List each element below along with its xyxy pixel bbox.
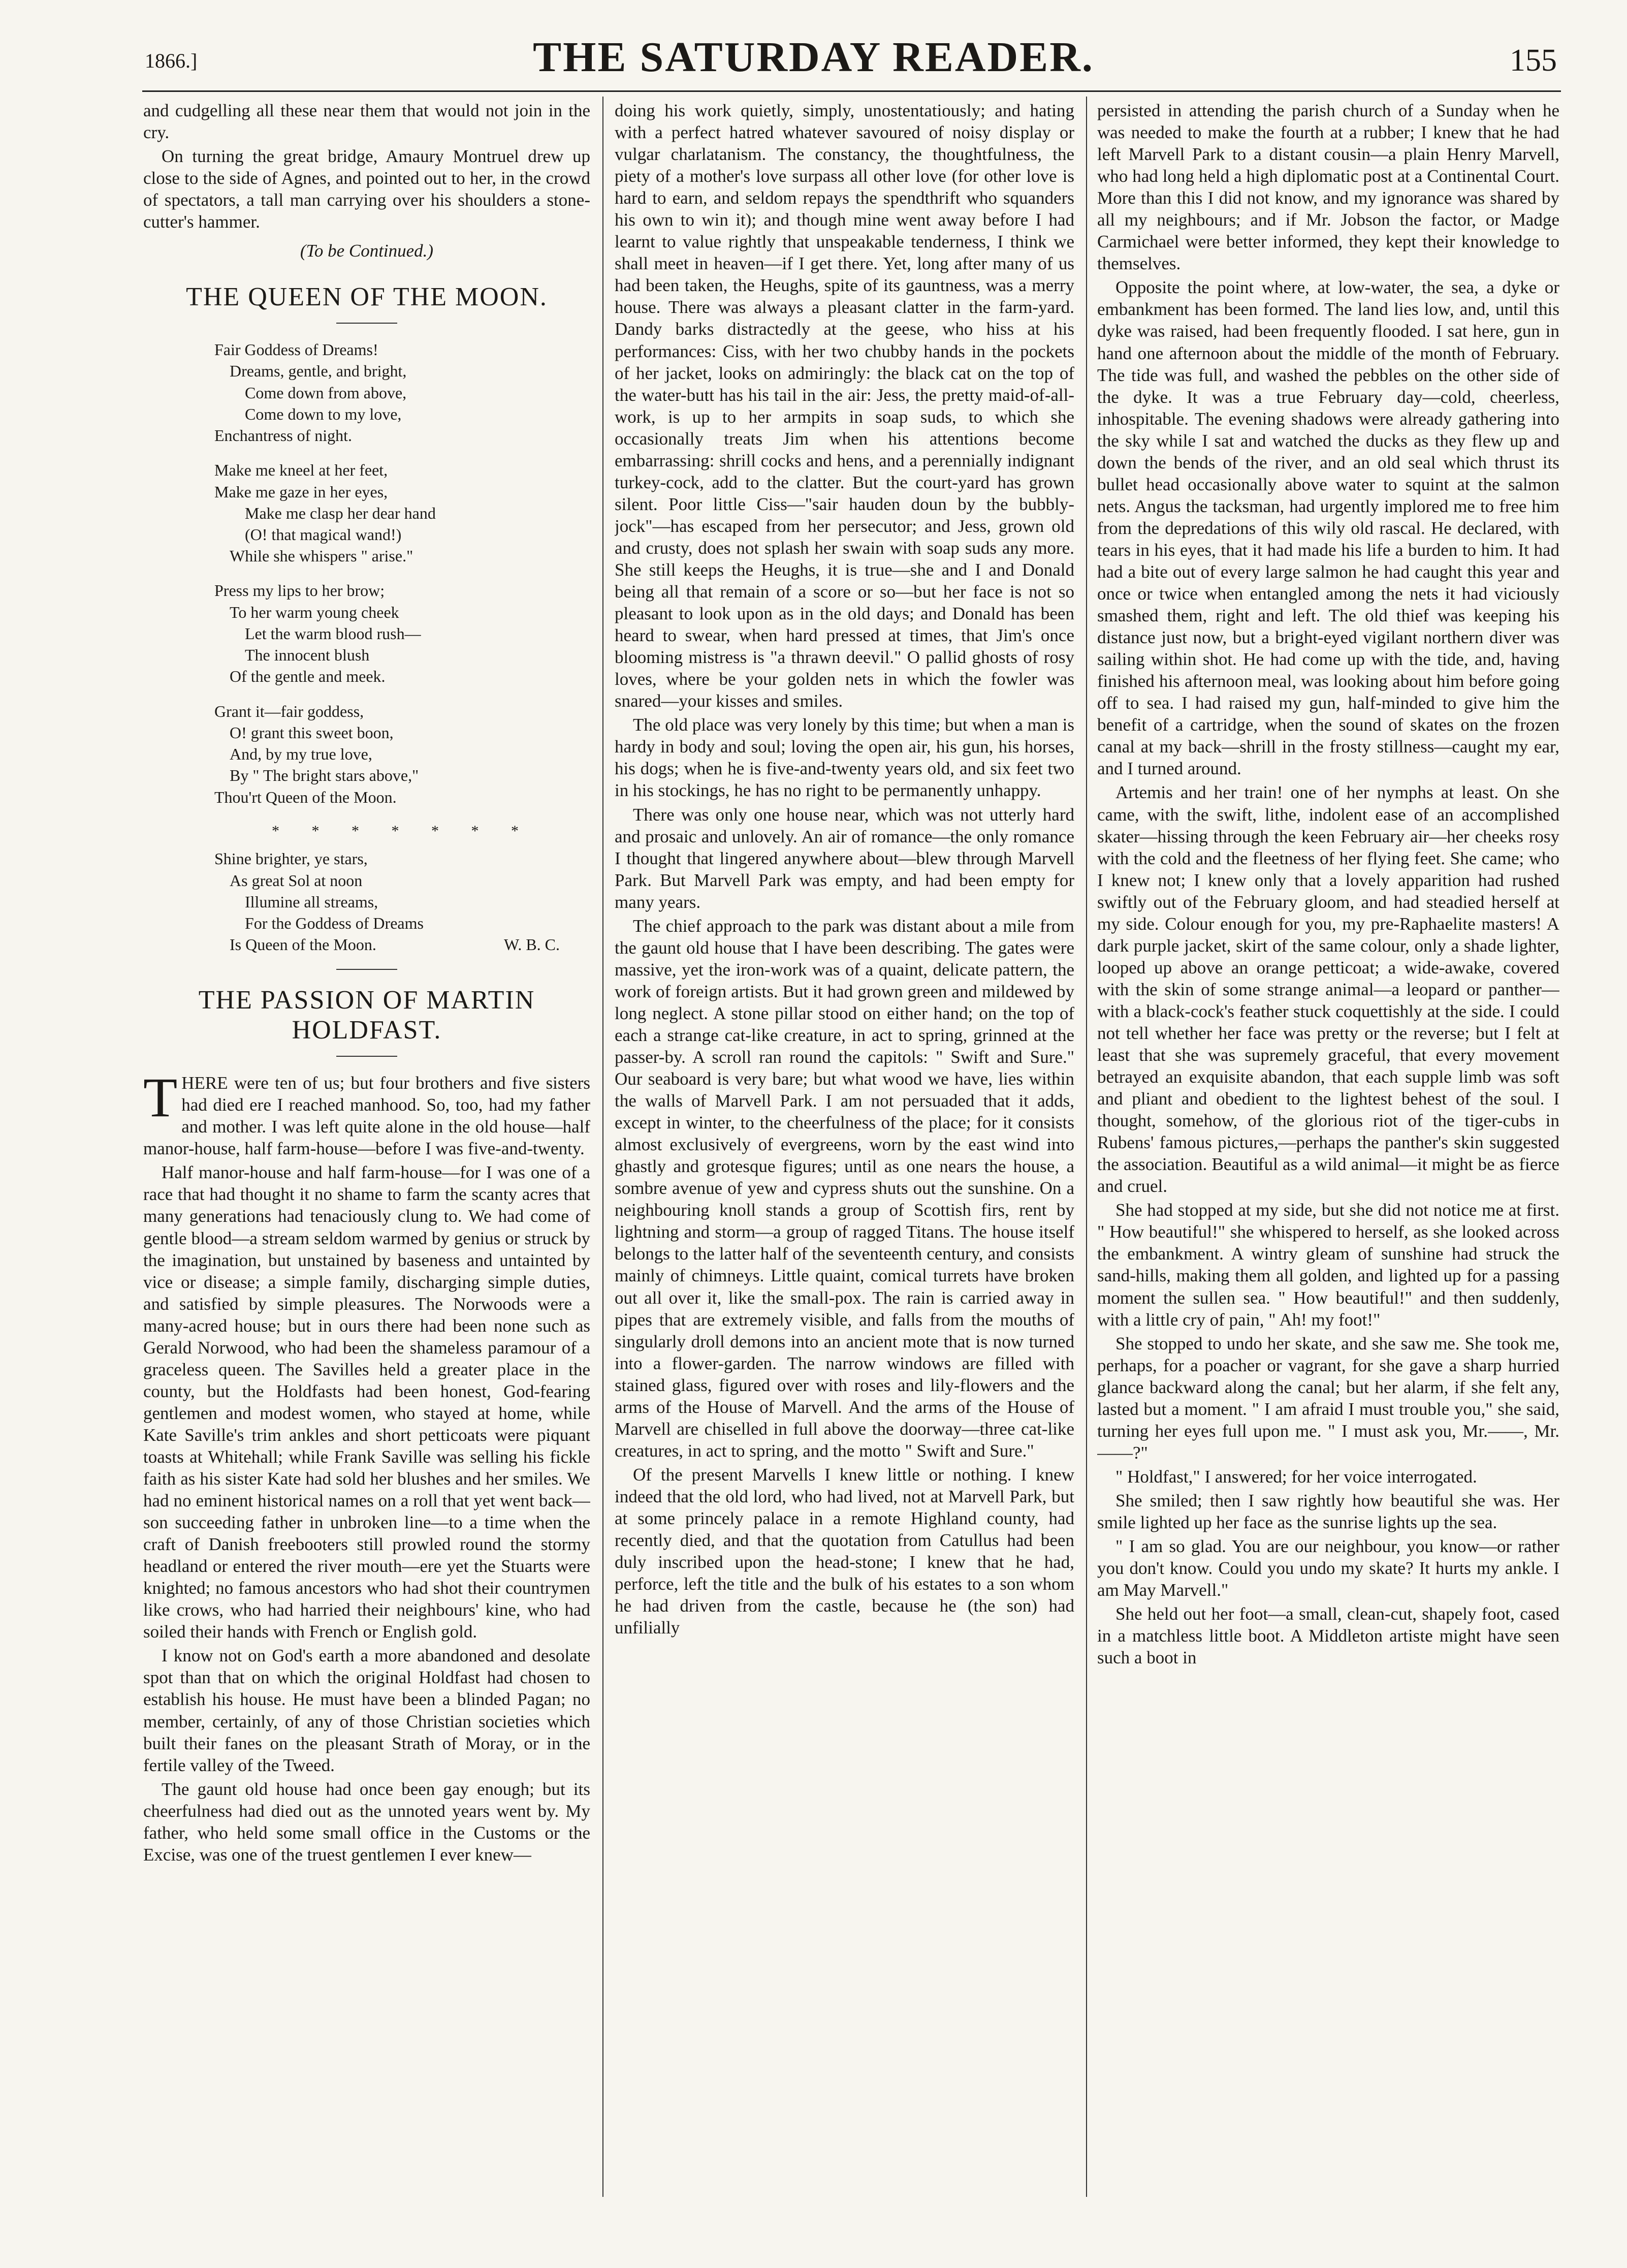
poem-line: Of the gentle and meek. <box>230 667 386 686</box>
paragraph: She smiled; then I saw rightly how beautiful she was. Her smile lighted up her face as the sunrise lights up the sea. <box>1097 1490 1559 1532</box>
paragraph: Artemis and her train! one of her nymphs at least. On she came, with the swift, lithe, indolent ease of an accomplished skater—hissing through the keen February air—her cheeks rosy with the cold and the fleetness of her flying feet. She came; who I knew not; I knew only that a lovely apparition had rushed swiftly out of the February gloom, and had steadied herself at my side. Colour enough for you, my pre-Raphaelite masters! A dark purple jacket, skirt of the same colour, only a shade lighter, looped up above an orange petticoat; a wide-awake, covered with the skin of some strange animal—a leopard or panther—with a black-cock's feather stuck coquettishly at the side. I could not tell whether her face was pretty or the reverse; but I felt at least that she was supremely graceful, that every movement betrayed an exquisite abandon, that each supple limb was soft and pliant and obedient to the lightest behest of the soul. I thought, somehow, of the glorious riot of the tiger-cubs in Rubens' famous pictures,—perhaps the panther's skin suggested the association. Beautiful as a wild animal—it might be as fierce and cruel. <box>1097 782 1559 1196</box>
poem-line: As great Sol at noon <box>230 871 363 890</box>
poem-stanza <box>214 848 590 955</box>
paragraph: " Holdfast," I answered; for her voice interrogated. <box>1115 1466 1477 1487</box>
column-divider <box>1086 97 1087 2197</box>
header-date: 1866.] <box>145 49 198 72</box>
paragraph: The gaunt old house had once been gay enough; but its cheerfulness had died out as the unnoted years went by. My father, who held some small office in the Customs or the Excise, was one of the truest gentlemen I ever knew— <box>143 1779 590 1865</box>
poem-stanza <box>214 339 590 446</box>
paragraph: " I am so glad. You are our neighbour, you know—or rather you don't know. Could you undo my skate? It hurts my ankle. I am May Marvell." <box>1097 1536 1559 1600</box>
paragraph: She had stopped at my side, but she did not notice me at first. " How beautiful!" she whispered to herself, as she looked across the embankment. A wintry gleam of sunshine had struck the sand-hills, making them all golden, and lighted up for a passing moment the sullen sea. " How beautiful!" and then suddenly, with a little cry of pain, " Ah! my foot!" <box>1097 1200 1559 1330</box>
poem-line: Fair Goddess of Dreams! <box>214 340 378 359</box>
poem-line: Thou'rt Queen of the Moon. <box>214 788 397 806</box>
paragraph: and cudgelling all these near them that would not join in the cry. <box>143 101 590 143</box>
poem-line: While she whispers " arise." <box>230 547 413 565</box>
paragraph: doing his work quietly, simply, unostentatiously; and hating with a perfect hatred whatever savoured of noisy display or vulgar charlatanism. The constancy, the thoughtfulness, the piety of a mother's love surpass all other love (for other love is hard to earn, and seldom repays the spendthrift who squanders his own to win it); and though mine went away before I had learnt to value rightly that unspeakable tenderness, I think we shall meet in heaven—if I get there. Yet, long after many of us had been taken, the Heughs, spite of its gauntness, was a merry house. There was always a pleasant clatter in the farm-yard. Dandy barks distractedly at the geese, who hiss at his performances: Ciss, with her two chubby hands in the pockets of her jacket, looks on admiringly: the black cat on the top of the water-butt has his tail in the air: Jess, the pretty maid-of-all-work, is up to her armpits in soap suds, to which she occasionally treats Jim when his attentions become embarrassing: shrill cocks and hens, and a perennially indignant turkey-cock, add to the clatter. But the court-yard has grown silent. Poor little Ciss—"sair hauden doun by the bubbly-jock"—has escaped from her persecutor; and Jess, grown old and crusty, does not splash her swain with soap suds any more. She still keeps the Heughs, it is true—she and I and Donald being all that remain of a score or so—but her face is not so pleasant to look upon as in the old days; and Donald has been heard to swear, when hard pressed at times, that Jim's once blooming mistress is "a thrawn deevil." O pallid ghosts of rosy loves, where be your golden nets in which the fowler was snared—your kisses and smiles. <box>615 101 1074 711</box>
poem-line: Press my lips to her brow; <box>214 581 385 600</box>
paragraph: On turning the great bridge, Amaury Montruel drew up close to the side of Agnes, and pointed out to her, in the crowd of spectators, a tall man carrying over his shoulders a stone-cutter's hammer. <box>143 146 590 232</box>
section-stars: * * * * * * * <box>272 822 533 839</box>
column-1 <box>143 100 590 2197</box>
poem-line: And, by my true love, <box>230 745 372 764</box>
paragraph: Of the present Marvells I knew little or nothing. I knew indeed that the old lord, who had lived, not at Marvell Park, but at some princely palace in a remote Highland county, had recently died, and that the quotation from Catullus had been duly inscribed upon the head-stone; I knew that he had, perforce, left the title and the bulk of his estates to a son whom he had driven from the castle, because he (the son) had unfilially <box>615 1464 1074 1638</box>
poem <box>214 339 590 955</box>
paragraph: Opposite the point where, at low-water, the sea, a dyke or embankment has been formed. The land lies low, and, until this dyke was raised, had been frequently flooded. I sat here, gun in hand one afternoon about the middle of the month of February. The tide was full, and washed the pebbles on the other side of the dyke. It was a true February day—cold, cheerless, inhospitable. The evening shadows were already gathering into the sky while I sat and watched the ducks as they flew up and down the bends of the river, and an old seal which thrust its bullet head occasionally above water to squint at the salmon nets. Angus the tacksman, had urgently implored me to free him from the depredations of this wily old rascal. He declared, with tears in his eyes, that it had made his life a burden to him. It had had a bite out of every large salmon he had caught this year and once or twice when entangled among the nets it had viciously smashed them, right and left. The old thief was keeping his distance just now, but a bright-eyed vigilant northern diver was sailing within shot. He had come up with the tide, and, having finished his afternoon meal, was looking about him before going off to sea. I had raised my gun, half-minded to give him the benefit of a cartridge, when the sound of skates on the frozen canal at my back—shrill in the frosty stillness—caught my ear, and I turned around. <box>1097 277 1559 779</box>
column-2 <box>615 100 1074 2197</box>
poem-stanza <box>214 701 590 808</box>
poem-line: Enchantress of night. <box>214 426 353 445</box>
paragraph: She stopped to undo her skate, and she saw me. She took me, perhaps, for a poacher or vagrant, for she gave a sharp hurried glance backward along the canal; but her alarm, if she felt any, lasted but a moment. " I am afraid I must trouble you," she said, turning her eyes full upon me. " I must ask you, Mr.——, Mr.——?" <box>1097 1333 1559 1463</box>
paragraph <box>143 1066 590 1159</box>
poem-line: The innocent blush <box>245 646 370 665</box>
poem-title: THE QUEEN OF THE MOON. <box>186 282 548 312</box>
paragraph: Half manor-house and half farm-house—for I was one of a race that had thought it no shame to farm the scanty acres that many generations had tenaciously clung to. We had come of gentle blood—a stream seldom warmed by genius or struck by the imagination, but unstained by baseness and untainted by vice or disease; a simple family, discharging simple duties, and satisfied by simple pleasures. The Norwoods were a many-acred house; but in ours there had been none such as Gerald Norwood, who had been the shameless paramour of a graceless queen. The Savilles held a greater place in the county, but the Holdfasts had been honest, God-fearing gentlemen and modest women, who stayed at home, while Kate Saville's trim ankles and short petticoats were piquant toasts at Whitehall; while Frank Saville was selling his fickle faith as his sister Kate had sold her blushes and her smiles. We had no eminent historical names on a roll that yet went back—son succeeding father in unbroken line—to a time when the craft of Danish freebooters still prowled round the stormy headland or entered the river mouth—ere yet the Stuarts were knighted; no famous ancestors who had shot their countrymen like crows, who had harried their neighbours' kine, who had soiled their hands with French or English gold. <box>143 1162 590 1642</box>
poem-line: Come down from above, <box>245 383 407 402</box>
poem-line: (O! that magical wand!) <box>245 525 402 544</box>
continuation-note: (To be Continued.) <box>300 241 434 261</box>
paragraph: There was only one house near, which was not utterly hard and prosaic and unlovely. An air of romance—the only romance I thought that lingered anywhere about—blew through Marvell Park. But Marvell Park was empty, and had been empty for many years. <box>615 804 1074 912</box>
poem-line: By " The bright stars above," <box>230 766 419 785</box>
poem-line: O! grant this sweet boon, <box>230 723 394 742</box>
poem-line: Let the warm blood rush— <box>245 624 421 643</box>
poem-line: Is Queen of the Moon. <box>230 935 376 954</box>
paragraph: I know not on God's earth a more abandoned and desolate spot than that on which the original Holdfast had chosen to establish his house. He must have been a blinded Pagan; no member, certainly, of any of those Christian societies which built their fanes on the pleasant Strath of Moray, or in the fertile valley of the Tweed. <box>143 1646 590 1775</box>
title-rule <box>336 1056 397 1057</box>
column-divider <box>602 97 603 2197</box>
title-rule <box>336 323 397 324</box>
poem-line: To her warm young cheek <box>230 603 399 621</box>
poem-line: For the Goddess of Dreams <box>245 914 424 933</box>
poem-line: Make me gaze in her eyes, <box>214 482 388 501</box>
header-rule <box>142 90 1561 92</box>
paragraph: The old place was very lonely by this time; but when a man is hardy in body and soul; loving the open air, his gun, his horses, his dogs; when he is five-and-twenty years old, and six feet two in his stockings, he has no right to be permanently unhappy. <box>615 715 1074 801</box>
section-rule <box>336 969 397 970</box>
poem-line: Come down to my love, <box>245 404 402 423</box>
page-number: 155 <box>1510 43 1557 78</box>
paragraph: persisted in attending the parish church of a Sunday when he was needed to make the fourth at a rubber; I knew that he had left Marvell Park to a distant cousin—a plain Henry Marvell, who had long held a high diplomatic post at a Continental Court. More than this I did not know, and my ignorance was shared by all my neighbours; and if Mr. Jobson the factor, or Madge Carmichael were better informed, they kept their knowledge to themselves. <box>1097 101 1559 274</box>
masthead-title: THE SATURDAY READER. <box>533 34 1094 81</box>
poem-stanza <box>214 580 590 687</box>
poem-line: Make me clasp her dear hand <box>245 503 436 522</box>
poem-last-line-row <box>214 934 590 955</box>
poem-stanza <box>214 459 590 566</box>
poem-line: Shine brighter, ye stars, <box>214 849 368 868</box>
poem-signature: W. B. C. <box>504 935 560 954</box>
column-3 <box>1097 100 1559 2197</box>
paragraph-text: HERE were ten of us; but four brothers and five sisters had died ere I reached manhood. So, too, had my father and mother. I was left quite alone in the old house—half manor-house, half farm-house—before I was five-and-twenty. <box>143 1073 590 1159</box>
story-title: THE PASSION OF MARTIN HOLDFAST. <box>198 985 535 1045</box>
drop-cap: T <box>143 1066 178 1129</box>
poem-line: Grant it—fair goddess, <box>214 702 364 720</box>
paragraph: The chief approach to the park was distant about a mile from the gaunt old house that I have been describing. The gates were massive, yet the iron-work was of a quaint, delicate pattern, the work of foreign artists. But it had grown green and mildewed by long neglect. A stone pillar stood on either hand; on the top of each a strange cat-like creature, in act to spring, grinned at the passer-by. A scroll ran round the capitols: " Swift and Sure." Our seaboard is very bare; but what wood we have, lies within the walls of Marvell Park. I am not persuaded that it adds, except in winter, to the cheerfulness of the place; for it consists almost exclusively of evergreens, worn by the east wind into ghastly and grotesque figures; until as one nears the house, a sombre avenue of yew and cypress shuts out the sunshine. On a neighbouring knoll stands a group of Scottish firs, rent by lightning and storm—a group of ragged Titans. The house itself belongs to the latter half of the seventeenth century, and consists mainly of chimneys. Little quaint, comical turrets have broken out all over it, like the small-pox. The rain is carried away in pipes that are extremely visible, and falls from the mouths of singularly droll demons into an ancient mote that is now turned into a flower-garden. The narrow windows are filled with stained glass, figured over with roses and lily-flowers and the arms of the House of Marvell. And the arms of the House of Marvell are chiselled in full above the doorway—three cat-like creatures, in act to spring, and the motto " Swift and Sure." <box>615 916 1074 1461</box>
poem-line: Dreams, gentle, and bright, <box>230 362 407 381</box>
poem-line: Illumine all streams, <box>245 892 378 911</box>
poem-line: Make me kneel at her feet, <box>214 461 388 480</box>
paragraph: She held out her foot—a small, clean-cut, shapely foot, cased in a matchless little boot. A Middleton artiste might have seen such a boot in <box>1097 1604 1559 1668</box>
